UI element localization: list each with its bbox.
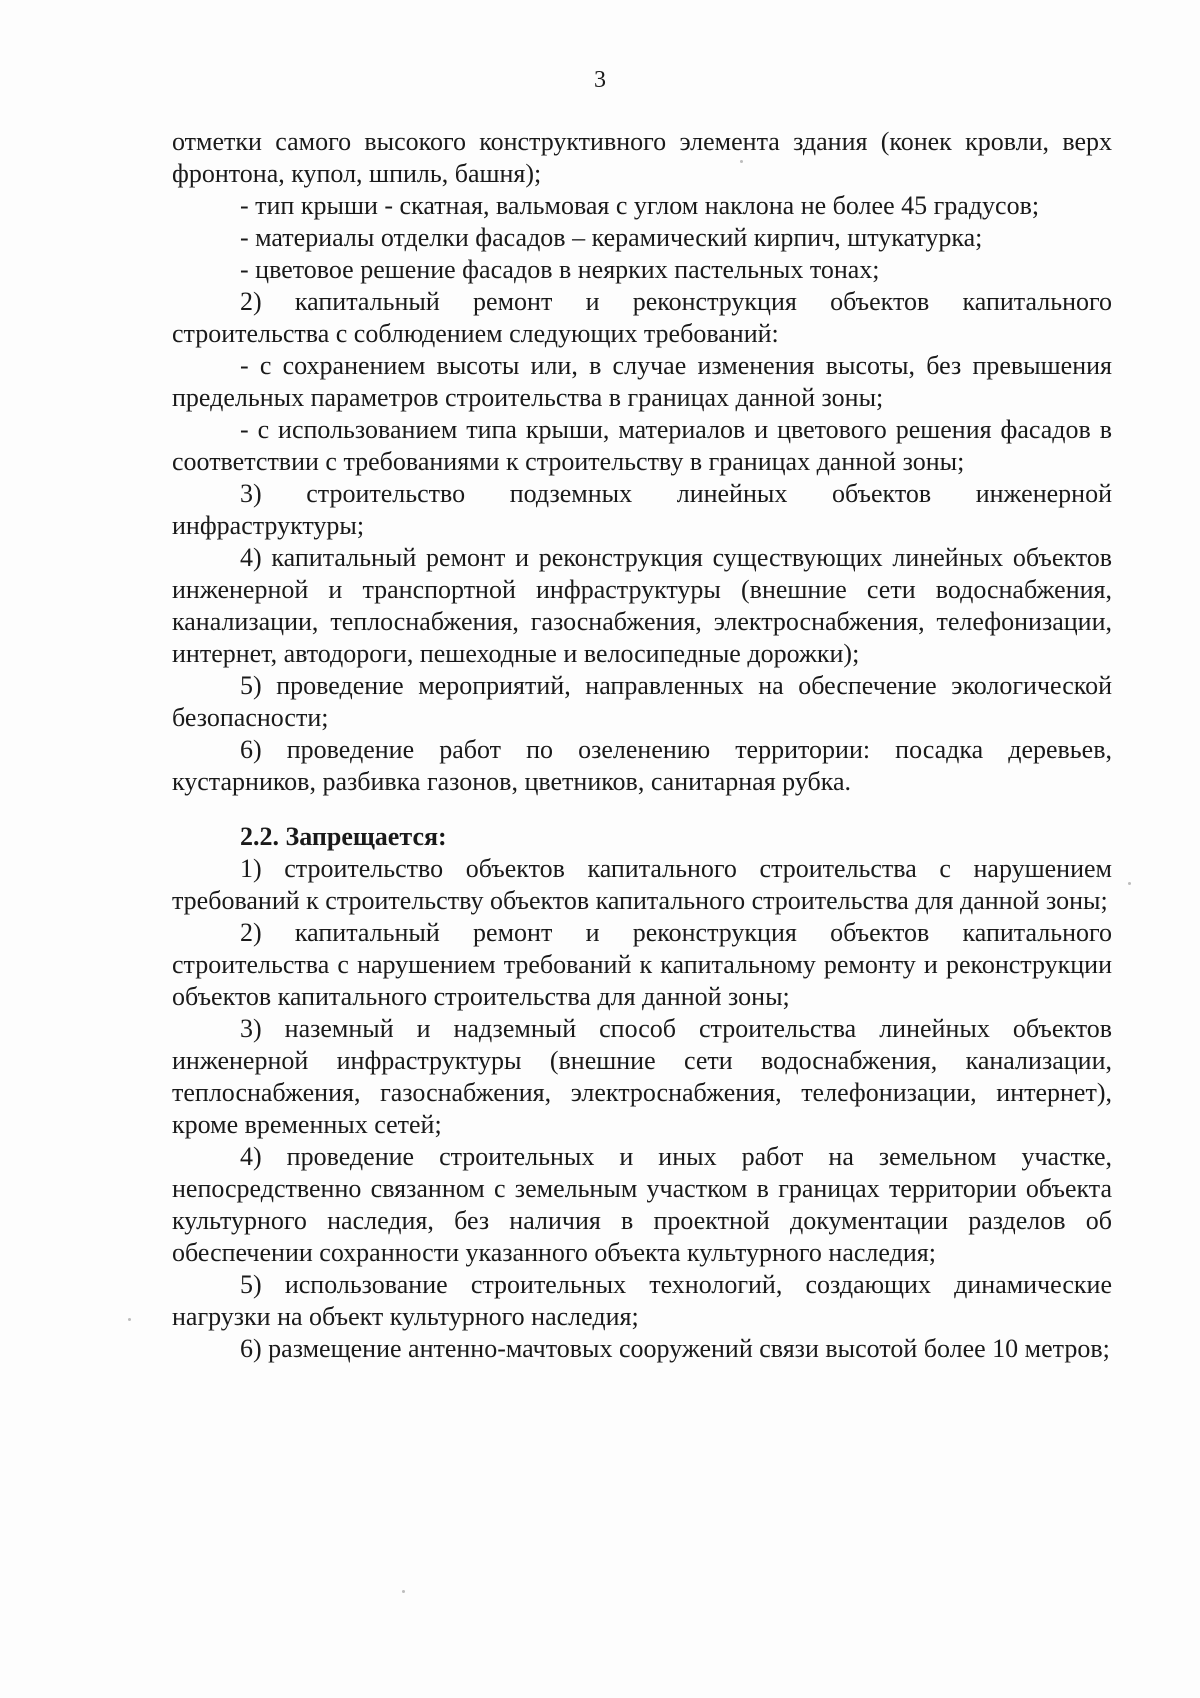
document-body	[172, 126, 1112, 1365]
section-heading: 2.2. Запрещается:	[240, 822, 447, 851]
paragraph: отметки самого высокого конструктивного элемента здания (конек кровли, верх фронтона, купол, шпиль, башня);	[172, 127, 1112, 188]
paragraph: 3) строительство подземных линейных объектов инженерной инфраструктуры;	[172, 479, 1112, 540]
list-item: 4) проведение строительных и иных работ на земельном участке, непосредственно связанном с земельным участком в границах территории объекта культурного наследия, без наличия в проектной документации разделов об обеспечении сохранности указанного объекта культурного наследия;	[172, 1142, 1112, 1267]
scan-speck	[1128, 882, 1131, 885]
list-item: 3) наземный и надземный способ строительства линейных объектов инженерной инфраструктуры (внешние сети водоснабжения, канализации, теплоснабжения, газоснабжения, электроснабжения, телефонизации, интернет), кроме временных сетей;	[172, 1014, 1112, 1139]
list-item: 6) размещение антенно-мачтовых сооружений связи высотой более 10 метров;	[240, 1334, 1110, 1363]
paragraph: - с использованием типа крыши, материалов и цветового решения фасадов в соответствии с требованиями к строительству в границах данной зоны;	[172, 415, 1112, 476]
paragraph: - цветовое решение фасадов в неярких пастельных тонах;	[240, 255, 880, 284]
list-item: 1) строительство объектов капитального строительства с нарушением требований к строительству объектов капитального строительства для данной зоны;	[172, 854, 1112, 915]
paragraph: 2) капитальный ремонт и реконструкция объектов капитального строительства с соблюдением следующих требований:	[172, 287, 1112, 348]
paragraph: 5) проведение мероприятий, направленных на обеспечение экологической безопасности;	[172, 671, 1112, 732]
list-item: 5) использование строительных технологий, создающих динамические нагрузки на объект культурного наследия;	[172, 1270, 1112, 1331]
scan-speck	[402, 1590, 405, 1593]
paragraph: - материалы отделки фасадов – керамический кирпич, штукатурка;	[240, 223, 983, 252]
list-item: 2) капитальный ремонт и реконструкция объектов капитального строительства с нарушением требований к капитальному ремонту и реконструкции объектов капитального строительства для данной зоны;	[172, 918, 1112, 1011]
paragraph: 6) проведение работ по озеленению территории: посадка деревьев, кустарников, разбивка газонов, цветников, санитарная рубка.	[172, 735, 1112, 796]
paragraph: 4) капитальный ремонт и реконструкция существующих линейных объектов инженерной и транспортной инфраструктуры (внешние сети водоснабжения, канализации, теплоснабжения, газоснабжения, электроснабжения, телефонизации, интернет, автодороги, пешеходные и велосипедные дорожки);	[172, 543, 1112, 668]
scan-speck	[128, 1318, 131, 1321]
paragraph: - с сохранением высоты или, в случае изменения высоты, без превышения предельных параметров строительства в границах данной зоны;	[172, 351, 1112, 412]
page-number: 3	[594, 67, 606, 93]
paragraph: - тип крыши - скатная, вальмовая с углом наклона не более 45 градусов;	[240, 191, 1040, 220]
scan-speck	[740, 160, 743, 163]
